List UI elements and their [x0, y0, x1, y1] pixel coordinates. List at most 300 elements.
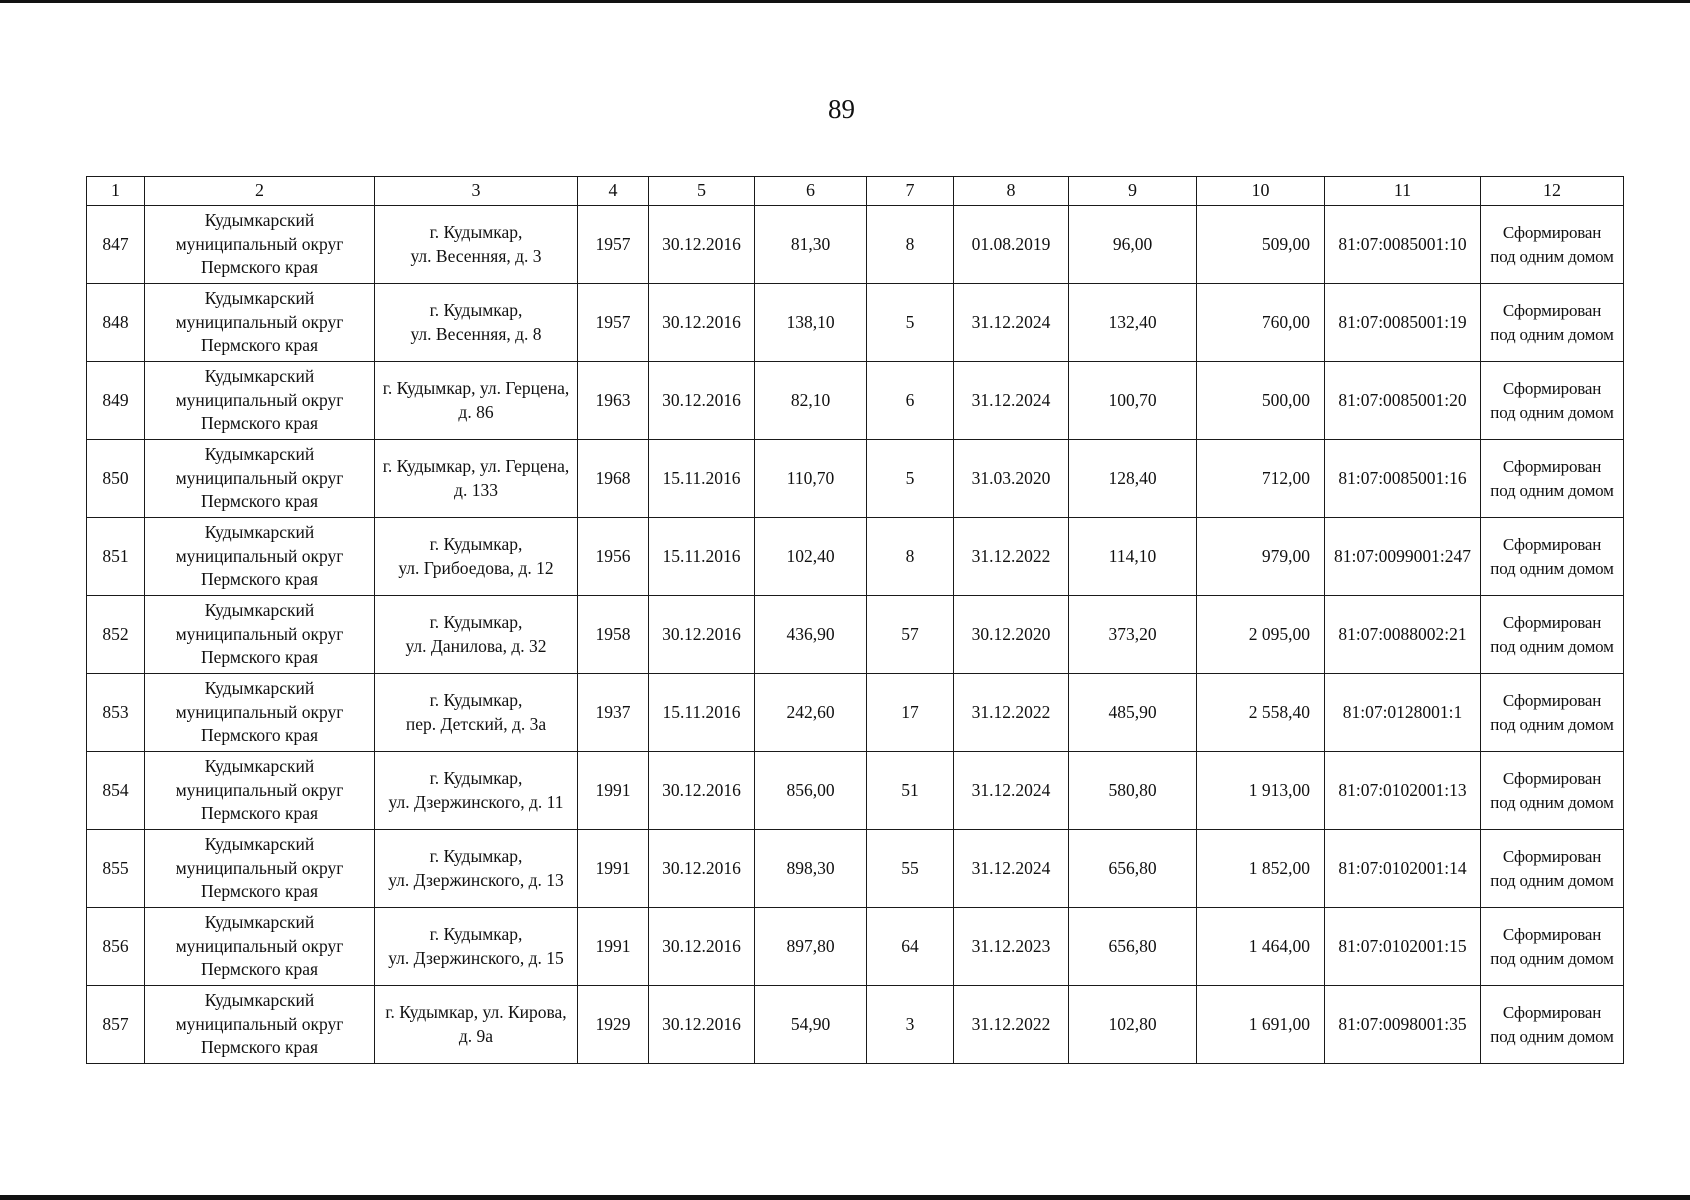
date2-cell [954, 752, 1069, 830]
status-cell [1481, 440, 1624, 518]
area1-value: 856,00 [786, 779, 835, 800]
date1-value: 15.11.2016 [662, 467, 741, 488]
municipality-line: муниципальный округ [175, 857, 344, 878]
municipality-line: муниципальный округ [175, 623, 344, 644]
status-cell [1481, 284, 1624, 362]
municipality-line: муниципальный округ [175, 311, 344, 332]
date1-cell [649, 830, 755, 908]
address-line: г. Кудымкар, ул. Герцена, [382, 456, 570, 476]
row-number: 847 [102, 233, 129, 254]
cadastral-cell [1325, 440, 1481, 518]
area3-cell [1197, 518, 1325, 596]
municipality-line: муниципальный округ [175, 701, 344, 722]
status-line: Сформирован [1502, 223, 1602, 242]
address-cell [375, 986, 578, 1064]
area3-value: 500,00 [1261, 389, 1310, 410]
row-number-cell [87, 362, 145, 440]
status-cell [1481, 206, 1624, 284]
address-cell [375, 518, 578, 596]
row-number: 857 [102, 1013, 129, 1034]
status-cell [1481, 518, 1624, 596]
table-row [87, 752, 1624, 830]
date1-cell [649, 440, 755, 518]
status-cell [1481, 830, 1624, 908]
municipality-line: муниципальный округ [175, 233, 344, 254]
date1-value: 30.12.2016 [662, 233, 741, 254]
row-number: 850 [102, 467, 129, 488]
municipality-cell [145, 596, 375, 674]
area2-value: 128,40 [1108, 467, 1157, 488]
municipality-cell [145, 206, 375, 284]
area2-value: 485,90 [1108, 701, 1157, 722]
year-value: 1968 [595, 467, 631, 488]
status-cell [1481, 362, 1624, 440]
address-line: ул. Дзержинского, д. 11 [388, 791, 564, 812]
cadastral-cell [1325, 830, 1481, 908]
date1-value: 15.11.2016 [662, 701, 741, 722]
year-value: 1937 [595, 701, 631, 722]
address-line: г. Кудымкар, [429, 300, 523, 320]
address-line: ул. Дзержинского, д. 13 [388, 869, 564, 890]
area3-cell [1197, 362, 1325, 440]
area1-cell [755, 518, 867, 596]
cadastral-cell [1325, 674, 1481, 752]
address-cell [375, 908, 578, 986]
table-row [87, 674, 1624, 752]
year-cell [578, 908, 649, 986]
area1-cell [755, 908, 867, 986]
address-cell [375, 752, 578, 830]
count-cell [867, 362, 954, 440]
count-cell [867, 440, 954, 518]
municipality-line: Пермского края [200, 725, 319, 746]
area2-value: 656,80 [1108, 857, 1157, 878]
year-cell [578, 284, 649, 362]
table-row [87, 362, 1624, 440]
area1-value: 81,30 [790, 233, 831, 254]
year-cell [578, 830, 649, 908]
year-value: 1929 [595, 1013, 631, 1034]
date1-value: 30.12.2016 [662, 311, 741, 332]
area1-value: 898,30 [786, 857, 835, 878]
count-value: 8 [905, 233, 915, 254]
address-line: д. 9а [458, 1025, 494, 1046]
row-number: 849 [102, 389, 129, 410]
municipality-line: Кудымкарский [204, 600, 315, 621]
page-number: 89 [828, 94, 855, 124]
row-number-cell [87, 596, 145, 674]
area1-cell [755, 362, 867, 440]
year-value: 1991 [595, 857, 631, 878]
count-value: 8 [905, 545, 915, 566]
address-line: г. Кудымкар, [429, 924, 523, 944]
area1-value: 54,90 [790, 1013, 831, 1034]
municipality-line: Кудымкарский [204, 288, 315, 309]
cadastral-number: 81:07:0099001:247 [1333, 545, 1472, 566]
column-header: 5 [649, 177, 755, 206]
status-line: под одним домом [1490, 324, 1614, 344]
status-line: под одним домом [1490, 870, 1614, 890]
count-cell [867, 986, 954, 1064]
address-line: г. Кудымкар, [429, 222, 523, 242]
address-line: ул. Данилова, д. 32 [405, 635, 547, 656]
municipality-line: Пермского края [200, 803, 319, 824]
municipality-line: Кудымкарский [204, 912, 315, 933]
area2-value: 373,20 [1108, 623, 1157, 644]
year-value: 1957 [595, 311, 631, 332]
column-header: 6 [755, 177, 867, 206]
municipality-line: Кудымкарский [204, 522, 315, 543]
count-cell [867, 206, 954, 284]
column-header: 3 [375, 177, 578, 206]
count-value: 55 [901, 857, 919, 878]
date2-cell [954, 440, 1069, 518]
count-cell [867, 908, 954, 986]
row-number-cell [87, 518, 145, 596]
date1-value: 30.12.2016 [662, 935, 741, 956]
area3-value: 712,00 [1261, 467, 1310, 488]
row-number-cell [87, 752, 145, 830]
area1-cell [755, 674, 867, 752]
date1-cell [649, 752, 755, 830]
date2-value: 31.12.2024 [971, 779, 1051, 800]
cadastral-number: 81:07:0085001:19 [1338, 311, 1467, 332]
address-line: г. Кудымкар, ул. Герцена, [382, 378, 570, 398]
date2-value: 31.12.2022 [971, 701, 1051, 722]
municipality-line: муниципальный округ [175, 1013, 344, 1034]
cadastral-number: 81:07:0102001:13 [1338, 779, 1467, 800]
municipality-cell [145, 986, 375, 1064]
count-value: 3 [905, 1013, 915, 1034]
municipality-cell [145, 440, 375, 518]
area1-cell [755, 284, 867, 362]
count-cell [867, 752, 954, 830]
address-cell [375, 362, 578, 440]
table-row [87, 908, 1624, 986]
status-line: Сформирован [1502, 691, 1602, 710]
area3-value: 979,00 [1261, 545, 1310, 566]
column-header: 2 [145, 177, 375, 206]
row-number-cell [87, 986, 145, 1064]
area1-cell [755, 206, 867, 284]
table-row [87, 830, 1624, 908]
area2-cell [1069, 596, 1197, 674]
area1-value: 138,10 [786, 311, 835, 332]
municipality-line: Пермского края [200, 491, 319, 512]
status-line: под одним домом [1490, 402, 1614, 422]
address-line: ул. Грибоедова, д. 12 [398, 557, 554, 578]
status-cell [1481, 908, 1624, 986]
cadastral-number: 81:07:0085001:20 [1338, 389, 1467, 410]
address-line: г. Кудымкар, [429, 534, 523, 554]
municipality-cell [145, 284, 375, 362]
row-number-cell [87, 284, 145, 362]
municipality-line: Пермского края [200, 569, 319, 590]
date1-cell [649, 596, 755, 674]
table-body [87, 206, 1624, 1064]
area3-cell [1197, 986, 1325, 1064]
table-row [87, 596, 1624, 674]
year-value: 1991 [595, 935, 631, 956]
date2-value: 31.03.2020 [971, 467, 1051, 488]
municipality-line: Кудымкарский [204, 834, 315, 855]
year-cell [578, 752, 649, 830]
status-line: Сформирован [1502, 301, 1602, 320]
area1-cell [755, 830, 867, 908]
area3-cell [1197, 908, 1325, 986]
column-header: 10 [1197, 177, 1325, 206]
area3-cell [1197, 596, 1325, 674]
header-row [87, 177, 1624, 206]
date1-cell [649, 908, 755, 986]
column-header: 11 [1325, 177, 1481, 206]
area1-cell [755, 440, 867, 518]
area3-value: 1 852,00 [1248, 857, 1310, 878]
municipality-line: муниципальный округ [175, 545, 344, 566]
municipality-line: муниципальный округ [175, 467, 344, 488]
area3-value: 2 095,00 [1248, 623, 1310, 644]
municipality-line: Пермского края [200, 959, 319, 980]
date1-cell [649, 362, 755, 440]
municipality-line: Пермского края [200, 647, 319, 668]
register-table [86, 176, 1624, 1064]
date1-value: 30.12.2016 [662, 1013, 741, 1034]
address-line: д. 86 [458, 401, 494, 422]
area2-cell [1069, 908, 1197, 986]
table-row [87, 284, 1624, 362]
status-line: под одним домом [1490, 558, 1614, 578]
cadastral-number: 81:07:0088002:21 [1338, 623, 1467, 644]
count-cell [867, 518, 954, 596]
area3-value: 1 464,00 [1248, 935, 1310, 956]
year-cell [578, 518, 649, 596]
cadastral-cell [1325, 908, 1481, 986]
cadastral-number: 81:07:0085001:10 [1338, 233, 1467, 254]
cadastral-cell [1325, 206, 1481, 284]
address-line: ул. Весенняя, д. 3 [410, 245, 542, 266]
address-line: ул. Дзержинского, д. 15 [388, 947, 564, 968]
column-header: 1 [87, 177, 145, 206]
status-line: под одним домом [1490, 714, 1614, 734]
status-cell [1481, 596, 1624, 674]
date2-value: 30.12.2020 [971, 623, 1051, 644]
cadastral-number: 81:07:0102001:14 [1338, 857, 1467, 878]
year-cell [578, 206, 649, 284]
row-number: 856 [102, 935, 129, 956]
status-line: Сформирован [1502, 535, 1602, 554]
status-line: под одним домом [1490, 792, 1614, 812]
area1-value: 102,40 [786, 545, 835, 566]
area2-cell [1069, 830, 1197, 908]
count-value: 6 [905, 389, 915, 410]
date2-value: 01.08.2019 [971, 233, 1051, 254]
area2-cell [1069, 986, 1197, 1064]
row-number-cell [87, 674, 145, 752]
area1-cell [755, 596, 867, 674]
address-cell [375, 284, 578, 362]
area2-cell [1069, 674, 1197, 752]
row-number-cell [87, 830, 145, 908]
area2-value: 100,70 [1108, 389, 1157, 410]
address-line: г. Кудымкар, [429, 846, 523, 866]
date1-value: 15.11.2016 [662, 545, 741, 566]
row-number-cell [87, 440, 145, 518]
status-line: Сформирован [1502, 379, 1602, 398]
cadastral-cell [1325, 596, 1481, 674]
area2-value: 96,00 [1112, 233, 1153, 254]
count-cell [867, 596, 954, 674]
area2-cell [1069, 284, 1197, 362]
status-line: под одним домом [1490, 1026, 1614, 1046]
cadastral-number: 81:07:0085001:16 [1338, 467, 1467, 488]
area2-value: 114,10 [1108, 545, 1157, 566]
status-cell [1481, 986, 1624, 1064]
municipality-line: Пермского края [200, 1037, 319, 1058]
date1-value: 30.12.2016 [662, 779, 741, 800]
area3-value: 760,00 [1261, 311, 1310, 332]
date2-value: 31.12.2023 [971, 935, 1051, 956]
count-value: 5 [905, 467, 915, 488]
count-value: 51 [901, 779, 919, 800]
date2-value: 31.12.2022 [971, 545, 1051, 566]
date1-value: 30.12.2016 [662, 389, 741, 410]
address-cell [375, 674, 578, 752]
date1-cell [649, 518, 755, 596]
status-line: Сформирован [1502, 457, 1602, 476]
municipality-cell [145, 830, 375, 908]
cadastral-number: 81:07:0128001:1 [1342, 701, 1463, 722]
year-cell [578, 362, 649, 440]
year-value: 1958 [595, 623, 631, 644]
area2-cell [1069, 362, 1197, 440]
table-header [87, 177, 1624, 206]
date1-cell [649, 986, 755, 1064]
status-line: Сформирован [1502, 925, 1602, 944]
municipality-cell [145, 518, 375, 596]
area3-cell [1197, 440, 1325, 518]
year-value: 1991 [595, 779, 631, 800]
table-row [87, 440, 1624, 518]
date1-cell [649, 284, 755, 362]
row-number: 853 [102, 701, 129, 722]
date2-cell [954, 986, 1069, 1064]
area1-value: 82,10 [790, 389, 831, 410]
area2-cell [1069, 206, 1197, 284]
row-number-cell [87, 908, 145, 986]
cadastral-number: 81:07:0098001:35 [1338, 1013, 1467, 1034]
address-line: ул. Весенняя, д. 8 [410, 323, 542, 344]
municipality-line: Кудымкарский [204, 678, 315, 699]
address-cell [375, 440, 578, 518]
municipality-line: Кудымкарский [204, 756, 315, 777]
municipality-cell [145, 674, 375, 752]
area1-value: 242,60 [786, 701, 835, 722]
year-cell [578, 440, 649, 518]
municipality-line: Пермского края [200, 335, 319, 356]
table-row [87, 518, 1624, 596]
municipality-line: муниципальный округ [175, 935, 344, 956]
area3-value: 1 691,00 [1248, 1013, 1310, 1034]
year-cell [578, 674, 649, 752]
date2-value: 31.12.2022 [971, 1013, 1051, 1034]
table-row [87, 986, 1624, 1064]
status-line: Сформирован [1502, 1003, 1602, 1022]
area2-cell [1069, 440, 1197, 518]
municipality-line: Кудымкарский [204, 210, 315, 231]
date2-cell [954, 284, 1069, 362]
municipality-line: Пермского края [200, 881, 319, 902]
municipality-line: муниципальный округ [175, 779, 344, 800]
address-line: пер. Детский, д. 3а [405, 713, 547, 734]
column-header: 9 [1069, 177, 1197, 206]
municipality-line: Пермского края [200, 257, 319, 278]
date1-cell [649, 674, 755, 752]
area3-cell [1197, 284, 1325, 362]
address-cell [375, 596, 578, 674]
date2-value: 31.12.2024 [971, 857, 1051, 878]
municipality-line: Кудымкарский [204, 990, 315, 1011]
area2-value: 580,80 [1108, 779, 1157, 800]
column-header: 8 [954, 177, 1069, 206]
row-number-cell [87, 206, 145, 284]
date2-cell [954, 362, 1069, 440]
address-cell [375, 830, 578, 908]
status-line: Сформирован [1502, 847, 1602, 866]
address-line: г. Кудымкар, [429, 612, 523, 632]
cadastral-cell [1325, 752, 1481, 830]
status-line: под одним домом [1490, 636, 1614, 656]
area2-value: 102,80 [1108, 1013, 1157, 1034]
row-number: 855 [102, 857, 129, 878]
area3-value: 1 913,00 [1248, 779, 1310, 800]
area3-cell [1197, 674, 1325, 752]
count-cell [867, 674, 954, 752]
count-cell [867, 830, 954, 908]
column-header: 4 [578, 177, 649, 206]
column-header: 12 [1481, 177, 1624, 206]
address-line: г. Кудымкар, [429, 690, 523, 710]
area3-value: 2 558,40 [1248, 701, 1310, 722]
table-row [87, 206, 1624, 284]
date2-cell [954, 518, 1069, 596]
date2-cell [954, 830, 1069, 908]
count-cell [867, 284, 954, 362]
status-line: Сформирован [1502, 613, 1602, 632]
count-value: 17 [901, 701, 919, 722]
status-line: под одним домом [1490, 480, 1614, 500]
area1-value: 897,80 [786, 935, 835, 956]
address-line: г. Кудымкар, ул. Кирова, [385, 1002, 567, 1022]
year-cell [578, 986, 649, 1064]
date1-value: 30.12.2016 [662, 857, 741, 878]
cadastral-cell [1325, 284, 1481, 362]
cadastral-cell [1325, 362, 1481, 440]
row-number: 851 [102, 545, 129, 566]
row-number: 854 [102, 779, 129, 800]
status-line: под одним домом [1490, 246, 1614, 266]
municipality-cell [145, 908, 375, 986]
year-value: 1963 [595, 389, 631, 410]
municipality-line: Кудымкарский [204, 366, 315, 387]
municipality-cell [145, 752, 375, 830]
area1-value: 436,90 [786, 623, 835, 644]
municipality-line: Пермского края [200, 413, 319, 434]
cadastral-cell [1325, 518, 1481, 596]
area3-cell [1197, 752, 1325, 830]
address-line: д. 133 [454, 479, 498, 500]
cadastral-number: 81:07:0102001:15 [1338, 935, 1467, 956]
area2-cell [1069, 752, 1197, 830]
